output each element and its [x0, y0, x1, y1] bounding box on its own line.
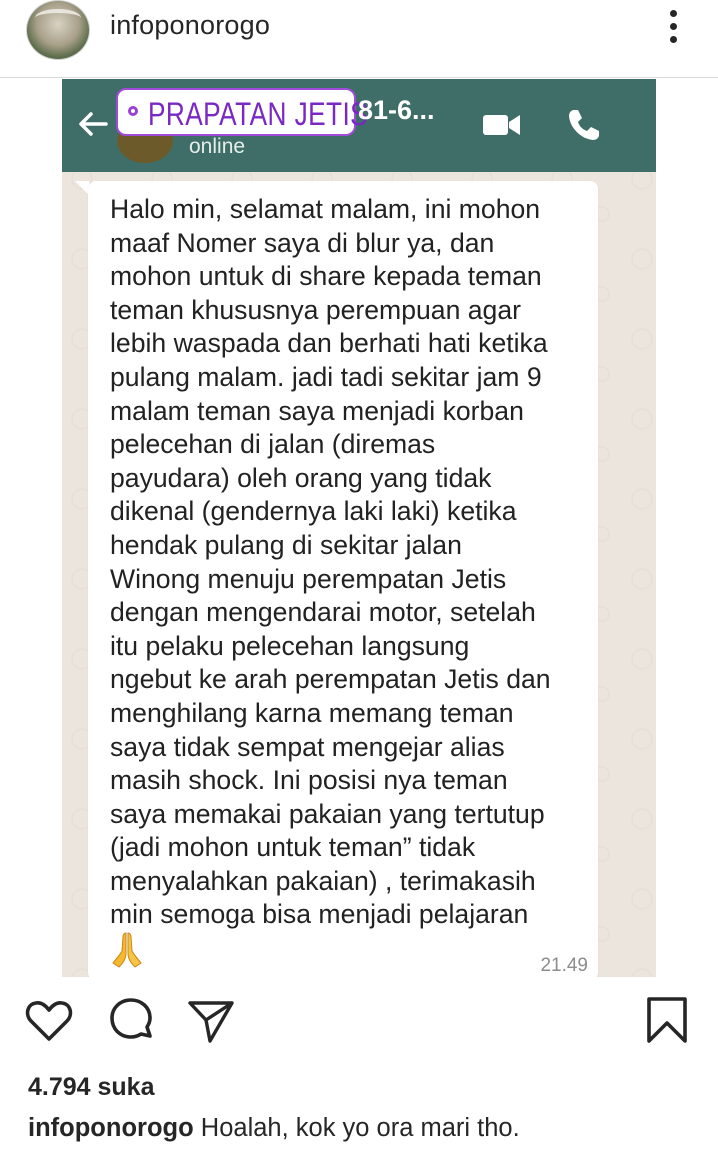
message-line: dikenal (gendernya laki laki) ketika [110, 496, 517, 527]
message-line: (jadi mohon untuk teman” tidak [110, 832, 476, 863]
video-call-icon [482, 112, 522, 138]
message-line: Halo min, selamat malam, ini mohon [110, 194, 541, 224]
contact-status: online [189, 135, 246, 158]
message-line: hendak pulang di sekitar jalan [110, 529, 462, 560]
message-text [110, 193, 596, 932]
send-icon[interactable] [186, 995, 236, 1045]
message-line: min semoga bisa menjadi pelajaran [110, 899, 529, 930]
message-time: 21.49 [540, 955, 588, 976]
chat-header [62, 79, 656, 172]
message-line: pulang malam. jadi tadi sekitar jam 9 [110, 361, 542, 392]
message-line: dengan mengendarai motor, setelah [110, 597, 536, 628]
message-line: masih shock. Ini posisi nya teman [110, 765, 508, 796]
like-count[interactable]: 4.794 suka [28, 1073, 155, 1101]
comment-icon[interactable] [106, 995, 156, 1045]
back-arrow-icon [76, 107, 110, 141]
avatar[interactable] [26, 0, 90, 60]
message-line: maaf Nomer saya di blur ya, dan [110, 227, 495, 258]
message-line: saya memakai pakaian yang tertutup [110, 798, 545, 829]
caption-username[interactable]: infoponorogo [28, 1114, 194, 1142]
more-vertical-icon[interactable] [670, 10, 678, 46]
message-line: payudara) oleh orang yang tidak [110, 462, 492, 493]
post-username[interactable]: infoponorogo [110, 10, 271, 40]
message-line: malam teman saya menjadi korban [110, 395, 524, 426]
post-image[interactable] [62, 79, 656, 977]
bookmark-icon[interactable] [642, 995, 692, 1045]
message-line: ngebut ke arah perempatan Jetis dan [110, 664, 551, 695]
message-line: itu pelaku pelecehan langsung [110, 630, 470, 661]
message-bubble [88, 181, 598, 977]
message-line: mohon untuk di share kepada teman [110, 261, 542, 292]
folded-hands-emoji-icon [110, 929, 144, 969]
caption-text: Hoalah, kok yo ora mari tho. [200, 1114, 520, 1142]
message-line: menyalahkan pakaian) , terimakasih [110, 865, 536, 896]
post-header [0, 0, 718, 78]
heart-icon[interactable] [24, 995, 74, 1045]
message-line: saya tidak sempat mengejar alias [110, 731, 505, 762]
message-line: Winong menuju perempatan Jetis [110, 563, 507, 594]
phone-icon [566, 107, 602, 143]
message-line: pelecehan di jalan (diremas [110, 429, 436, 460]
message-line: teman khususnya perempuan agar [110, 294, 521, 325]
contact-number: 81-6... [358, 95, 435, 125]
post-actions [0, 995, 718, 1055]
location-pin-icon [128, 106, 138, 116]
label-text: PRAPATAN JETIS [148, 96, 369, 132]
bubble-tail [75, 181, 89, 195]
caption [28, 1114, 520, 1143]
contact-name-label [116, 88, 369, 136]
message-line: lebih waspada dan berhati hati ketika [110, 328, 548, 359]
message-line: menghilang karna memang teman [110, 697, 514, 728]
